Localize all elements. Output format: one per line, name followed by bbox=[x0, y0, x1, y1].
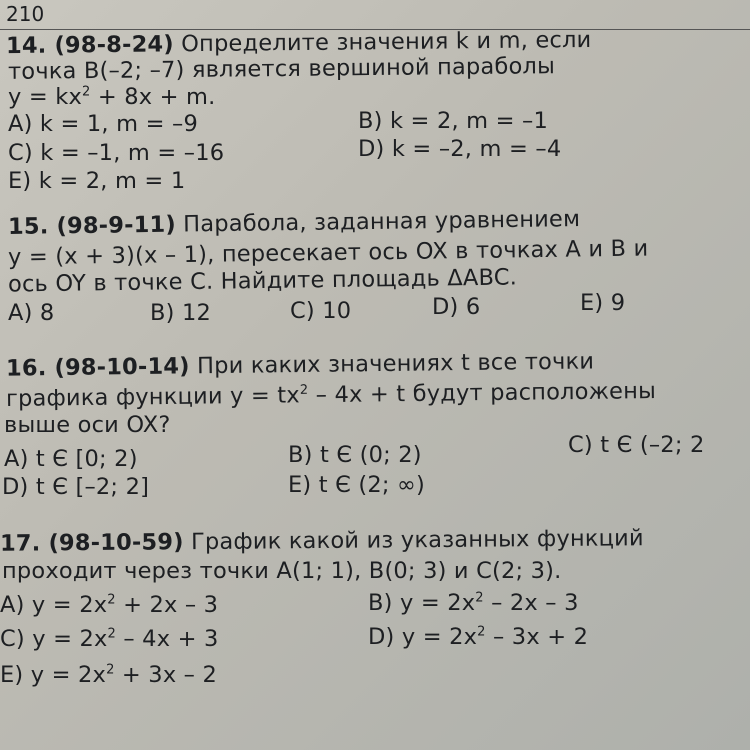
q17-d-part1: D) y = 2x bbox=[368, 624, 478, 650]
q17-b-sup: 2 bbox=[475, 590, 484, 606]
q17-text: График какой из указанных функций bbox=[183, 525, 644, 556]
q16-heading bbox=[6, 348, 594, 381]
q16-text: При каких значениях t все точки bbox=[189, 348, 595, 380]
q17-a-part1: A) y = 2x bbox=[0, 592, 108, 618]
q16-option-b: B) t Є (0; 2) bbox=[288, 442, 422, 468]
q17-b-part1: B) y = 2x bbox=[368, 590, 476, 616]
q14-option-d: D) k = –2, m = –4 bbox=[358, 136, 562, 162]
q16-number: 16. (98-10-14) bbox=[5, 353, 190, 382]
q14-option-b: B) k = 2, m = –1 bbox=[358, 108, 549, 134]
q14-line3 bbox=[8, 84, 216, 110]
q17-number: 17. (98-10-59) bbox=[0, 529, 184, 557]
q17-heading bbox=[0, 525, 644, 557]
q16-eq-sup: 2 bbox=[299, 382, 309, 398]
q17-option-d bbox=[368, 624, 588, 650]
q14-eq-sup: 2 bbox=[82, 84, 91, 100]
q17-c-part1: C) y = 2x bbox=[0, 626, 108, 652]
q14-eq-part2: + 8x + m. bbox=[90, 84, 216, 110]
q15-heading bbox=[8, 206, 581, 240]
q16-line2 bbox=[6, 378, 656, 412]
q17-line2: проходит через точки A(1; 1), B(0; 3) и C(2; 3). bbox=[2, 558, 562, 584]
q16-option-e: E) t Є (2; ∞) bbox=[288, 472, 425, 498]
q15-option-b: B) 12 bbox=[150, 300, 211, 326]
q17-a-part2: + 2x – 3 bbox=[115, 592, 219, 618]
q15-option-a: A) 8 bbox=[8, 300, 55, 326]
q17-option-a bbox=[0, 592, 218, 618]
q17-b-part2: – 2x – 3 bbox=[483, 590, 579, 616]
q16-option-a: A) t Є [0; 2) bbox=[4, 446, 138, 472]
q17-option-c bbox=[0, 626, 219, 652]
q15-option-c: C) 10 bbox=[290, 298, 352, 324]
q16-option-d: D) t Є [–2; 2] bbox=[2, 474, 150, 500]
q15-option-e: E) 9 bbox=[580, 290, 626, 316]
q17-option-b bbox=[368, 590, 579, 616]
q17-c-part2: – 4x + 3 bbox=[116, 626, 219, 652]
page-number: 210 bbox=[6, 2, 45, 26]
q17-d-sup: 2 bbox=[477, 624, 486, 640]
q14-eq-part1: y = kx bbox=[8, 84, 83, 110]
q17-e-sup: 2 bbox=[106, 662, 115, 678]
q14-line2: точка B(–2; –7) является вершиной параболы bbox=[7, 53, 556, 85]
q14-option-e: E) k = 2, m = 1 bbox=[8, 168, 186, 194]
q17-e-part1: E) y = 2x bbox=[0, 662, 107, 688]
q14-text: Определите значения k и m, если bbox=[173, 26, 592, 58]
q16-line2-part1: графика функции y = tx bbox=[5, 382, 301, 412]
q15-line2: y = (x + 3)(x – 1), пересекает ось OX в точках A и B и bbox=[7, 235, 649, 271]
q17-option-e bbox=[0, 662, 217, 688]
q16-option-c: C) t Є (–2; 2 bbox=[568, 432, 705, 458]
q15-text: Парабола, заданная уравнением bbox=[175, 206, 581, 238]
q16-line2-part2: – 4x + t будут расположены bbox=[308, 378, 657, 409]
q17-d-part2: – 3x + 2 bbox=[485, 624, 589, 650]
q16-line3: выше оси OX? bbox=[4, 412, 171, 438]
q17-a-sup: 2 bbox=[107, 592, 116, 608]
q17-e-part2: + 3x – 2 bbox=[114, 662, 218, 688]
q14-option-a: A) k = 1, m = –9 bbox=[8, 111, 198, 137]
q15-number: 15. (98-9-11) bbox=[7, 211, 177, 240]
q15-line3: ось OY в точке C. Найдите площадь ΔABC. bbox=[7, 264, 518, 298]
q17-c-sup: 2 bbox=[107, 626, 117, 642]
q14-option-c: C) k = –1, m = –16 bbox=[8, 140, 225, 166]
q14-number: 14. (98-8-24) bbox=[5, 31, 174, 60]
q15-option-d: D) 6 bbox=[432, 294, 481, 320]
